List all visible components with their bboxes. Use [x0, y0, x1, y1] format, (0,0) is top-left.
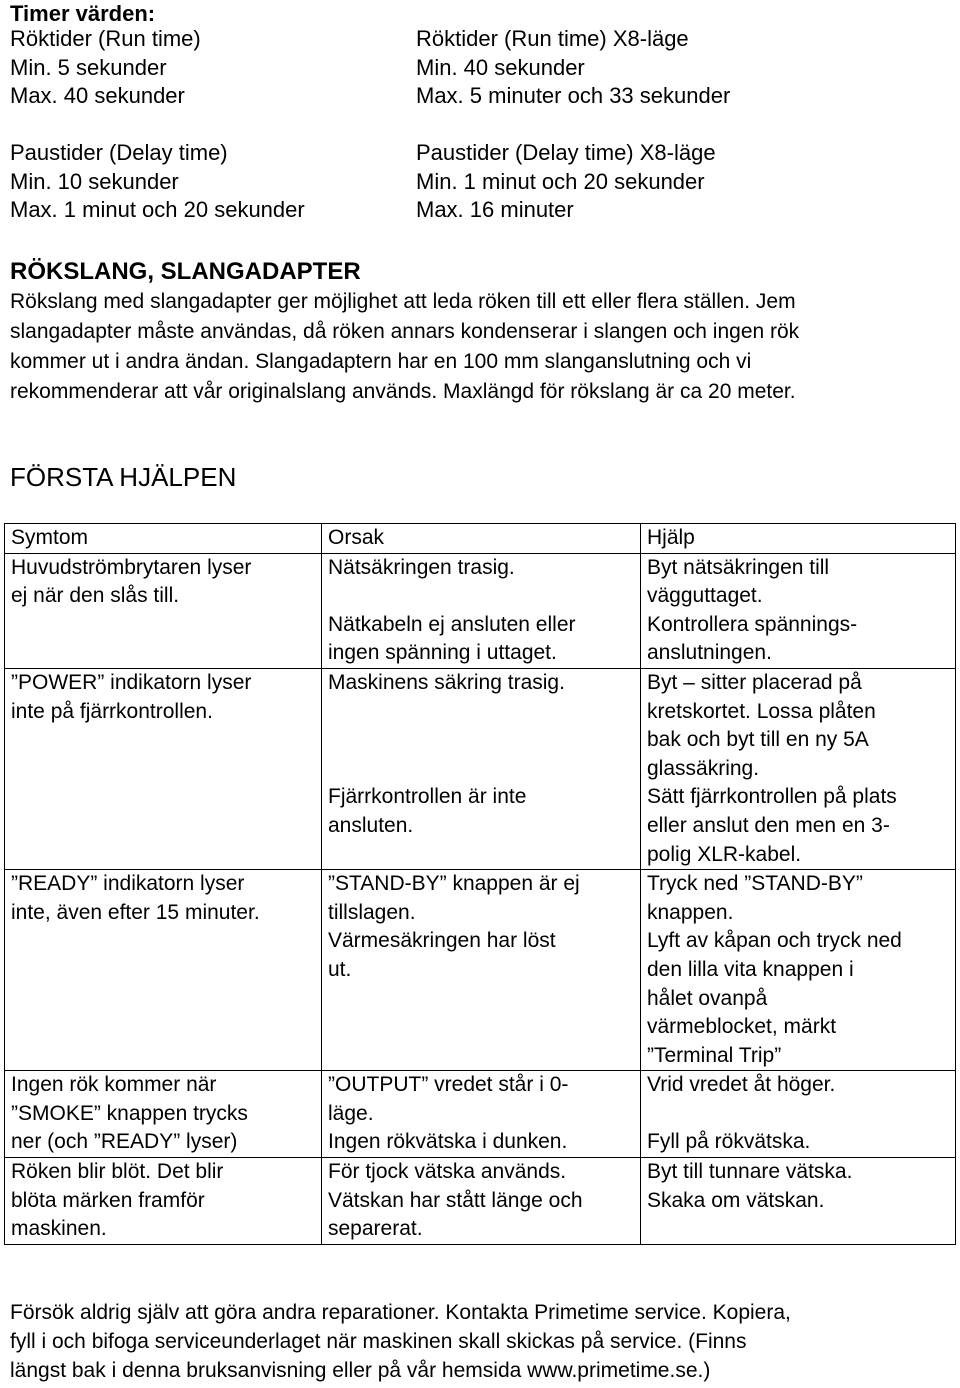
timer-values-standard [10, 25, 305, 225]
cell-text-line: separerat. [328, 1217, 423, 1241]
rokslang-line: rekommenderar att vår originalslang används. Maxlängd för rökslang är ca 20 meter. [10, 380, 796, 403]
help-cell [641, 553, 956, 668]
cell-text-line: anslutningen. [647, 641, 772, 665]
symptom-cell [5, 1071, 322, 1158]
cause-cell [322, 668, 641, 869]
cell-text-line: ”SMOKE” knappen trycks [11, 1101, 248, 1125]
table-row [5, 553, 956, 668]
cell-text-line: Värmesäkringen har löst [328, 929, 556, 953]
cell-text-line: ”OUTPUT” vredet står i 0- [328, 1073, 569, 1097]
table-row [5, 1071, 956, 1158]
symptom-cell [5, 553, 322, 668]
cell-text-line: glassäkring. [647, 756, 760, 780]
x8-run-time-max: Max. 5 minuter och 33 sekunder [416, 83, 731, 108]
cell-text-line: inte, även efter 15 minuter. [11, 900, 260, 924]
cell-text-line: den lilla vita knappen i [647, 957, 854, 981]
cause-cell [322, 870, 641, 1071]
symptom-cell [5, 1158, 322, 1245]
cell-text-line: För tjock vätska används. [328, 1160, 567, 1184]
cell-text-line: Ingen rökvätska i dunken. [328, 1130, 568, 1154]
timers-heading: Timer värden: [10, 1, 156, 26]
run-time-min: Min. 5 sekunder [10, 54, 167, 80]
cell-text-line: tillslagen. [328, 900, 416, 924]
cause-cell [322, 553, 641, 668]
cell-text-line: inte på fjärrkontrollen. [11, 699, 213, 723]
delay-time-label: Paustider (Delay time) [10, 140, 228, 165]
cell-text-line: hålet ovanpå [647, 986, 768, 1010]
cell-text-line: ingen spänning i uttaget. [328, 641, 557, 665]
cell-text-line [328, 698, 634, 727]
rokslang-paragraph [10, 287, 950, 407]
run-time-label: Röktider (Run time) [10, 26, 201, 51]
cell-text-line: ut. [328, 957, 352, 981]
cell-text-line [647, 1100, 949, 1129]
help-cell [641, 870, 956, 1071]
cell-text-line: ”READY” indikatorn lyser [11, 872, 245, 896]
cell-text-line: Nätsäkringen trasig. [328, 555, 515, 579]
column-header-symptom: Symtom [5, 524, 322, 554]
table-row [5, 870, 956, 1071]
x8-delay-time-min: Min. 1 minut och 20 sekunder [416, 168, 705, 194]
table-row [5, 668, 956, 869]
cell-text-line: Byt nätsäkringen till [647, 555, 830, 579]
cell-text-line: Nätkabeln ej ansluten eller [328, 612, 576, 636]
symptom-cell [5, 870, 322, 1071]
cell-text-line: Skaka om vätskan. [647, 1188, 825, 1212]
cell-text-line: Sätt fjärrkontrollen på plats [647, 785, 897, 809]
cell-text-line: polig XLR-kabel. [647, 842, 802, 866]
cell-text-line: Ingen rök kommer när [11, 1073, 217, 1097]
cell-text-line: ej när den slås till. [11, 584, 180, 608]
cause-cell [322, 1158, 641, 1245]
cell-text-line [328, 582, 634, 611]
cell-text-line: läge. [328, 1101, 374, 1125]
cell-text-line [328, 755, 634, 784]
cause-cell [322, 1071, 641, 1158]
x8-run-time-label: Röktider (Run time) X8-läge [416, 26, 689, 51]
service-note-line: längst bak i denna bruksanvisning eller på vår hemsida www.primetime.se.) [10, 1359, 711, 1382]
help-cell [641, 1071, 956, 1158]
cell-text-line: ”Terminal Trip” [647, 1043, 782, 1067]
service-note [10, 1298, 950, 1385]
x8-delay-time-label: Paustider (Delay time) X8-läge [416, 140, 716, 165]
forsta-hjalpen-heading: FÖRSTA HJÄLPEN [10, 462, 237, 492]
cell-text-line: Vätskan har stått länge och [328, 1188, 583, 1212]
column-header-cause: Orsak [322, 524, 641, 554]
cell-text-line: blöta märken framför [11, 1188, 205, 1212]
run-time-max: Max. 40 sekunder [10, 83, 185, 108]
help-cell [641, 1158, 956, 1245]
cell-text-line: kretskortet. Lossa plåten [647, 699, 876, 723]
cell-text-line: Fyll på rökvätska. [647, 1130, 811, 1154]
cell-text-line: värmeblocket, märkt [647, 1015, 837, 1039]
column-header-help: Hjälp [641, 524, 956, 554]
cell-text-line: Lyft av kåpan och tryck ned [647, 929, 902, 953]
timer-values-x8 [416, 25, 730, 225]
delay-time-min: Min. 10 sekunder [10, 168, 179, 194]
cell-text-line: Tryck ned ”STAND-BY” [647, 872, 863, 896]
x8-run-time-min: Min. 40 sekunder [416, 54, 585, 80]
troubleshooting-table [4, 523, 956, 1245]
cell-text-line: Byt – sitter placerad på [647, 670, 862, 694]
delay-time-max: Max. 1 minut och 20 sekunder [10, 197, 305, 222]
table-row [5, 1158, 956, 1245]
cell-text-line: Kontrollera spännings- [647, 612, 858, 636]
rokslang-line: Rökslang med slangadapter ger möjlighet att leda röken till ett eller flera ställen. Jem [10, 290, 796, 313]
cell-text-line: Röken blir blöt. Det blir [11, 1160, 224, 1184]
cell-text-line: ”POWER” indikatorn lyser [11, 670, 252, 694]
cell-text-line: maskinen. [11, 1217, 107, 1241]
cell-text-line: Huvudströmbrytaren lyser [11, 555, 252, 579]
service-note-line: fyll i och bifoga serviceunderlaget när maskinen skall skickas på service. (Finns [10, 1330, 747, 1353]
cell-text-line: Fjärrkontrollen är inte [328, 785, 527, 809]
cell-text-line [328, 726, 634, 755]
cell-text-line: Byt till tunnare vätska. [647, 1160, 853, 1184]
rokslang-line: slangadapter måste användas, då röken annars kondenserar i slangen och ingen rök [10, 320, 800, 343]
rokslang-heading: RÖKSLANG, SLANGADAPTER [10, 258, 361, 285]
cell-text-line: knappen. [647, 900, 734, 924]
rokslang-line: kommer ut i andra ändan. Slangadaptern har en 100 mm slanganslutning och vi [10, 350, 752, 373]
service-note-line: Försök aldrig själv att göra andra reparationer. Kontakta Primetime service. Kopiera, [10, 1301, 791, 1324]
table-header-row [5, 524, 956, 554]
cell-text-line: eller anslut den men en 3- [647, 813, 890, 837]
cell-text-line: ”STAND-BY” knappen är ej [328, 872, 580, 896]
cell-text-line: vägguttaget. [647, 584, 763, 608]
cell-text-line: ner (och ”READY” lyser) [11, 1130, 238, 1154]
symptom-cell [5, 668, 322, 869]
cell-text-line: Maskinens säkring trasig. [328, 670, 565, 694]
cell-text-line: Vrid vredet åt höger. [647, 1073, 836, 1097]
cell-text-line: ansluten. [328, 813, 414, 837]
cell-text-line: bak och byt till en ny 5A [647, 728, 869, 752]
help-cell [641, 668, 956, 869]
x8-delay-time-max: Max. 16 minuter [416, 197, 574, 222]
